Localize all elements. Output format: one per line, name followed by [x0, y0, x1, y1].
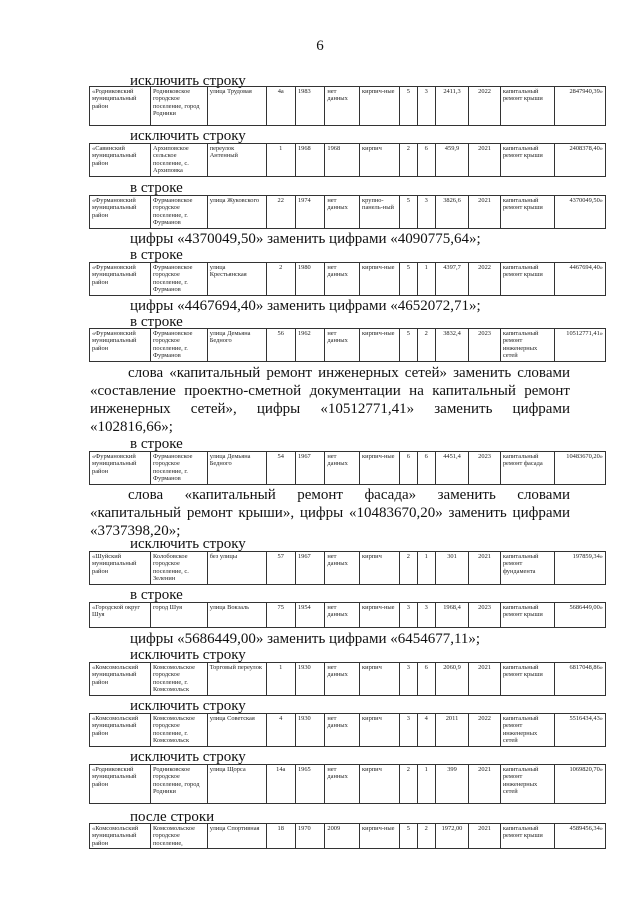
cell-repair-year: нет данных — [325, 329, 360, 362]
cell-work-type: капитальный ремонт крыши — [500, 663, 555, 696]
instruction-exclude-row: исключить строку — [130, 698, 246, 714]
cell-work-year: 2021 — [469, 552, 501, 585]
instruction-in-row: в строке — [130, 180, 183, 196]
cell-material: кирпич — [360, 144, 400, 177]
cell-district: «Фурмановский муниципальный район — [90, 196, 151, 229]
cell-district: «Шуйский муниципальный район — [90, 552, 151, 585]
cell-work-year: 2021 — [469, 196, 501, 229]
cell-cost: 10483670,20» — [555, 452, 606, 485]
cell-floors: 2 — [399, 552, 417, 585]
cell-cost: 5516434,43» — [555, 714, 606, 747]
cell-floors: 2 — [399, 765, 417, 804]
cell-floors: 6 — [399, 452, 417, 485]
cell-settlement: Комсомольское городское поселение, г. Комсомольск — [150, 663, 207, 696]
cell-area: 301 — [435, 552, 469, 585]
cell-floors: 5 — [399, 329, 417, 362]
cell-built-year: 1983 — [295, 87, 324, 126]
cell-work-type: капитальный ремонт крыши — [500, 263, 555, 296]
cell-street: улица Демьяна Бедного — [207, 452, 266, 485]
instruction-exclude-row: исключить строку — [130, 749, 246, 765]
cell-repair-year: нет данных — [325, 765, 360, 804]
cell-work-type: капитальный ремонт фундамента — [500, 552, 555, 585]
cell-repair-year: нет данных — [325, 87, 360, 126]
cell-entrances: 6 — [417, 452, 435, 485]
instruction-exclude-row: исключить строку — [130, 128, 246, 144]
cell-area: 399 — [435, 765, 469, 804]
cell-settlement: Колобовское городское поселение, с. Зеленин — [150, 552, 207, 585]
cell-entrances: 1 — [417, 552, 435, 585]
cell-floors: 5 — [399, 87, 417, 126]
cell-floors: 5 — [399, 263, 417, 296]
cell-entrances: 2 — [417, 824, 435, 849]
cell-street: улица Трудовая — [207, 87, 266, 126]
amendment-paragraph — [90, 486, 570, 540]
cell-area: 2060,9 — [435, 663, 469, 696]
instruction-exclude-row: исключить строку — [130, 73, 246, 89]
cell-floors: 3 — [399, 663, 417, 696]
amendment-paragraph — [90, 364, 570, 436]
instruction-exclude-row: исключить строку — [130, 647, 246, 663]
paragraph-line: инженерных сетей», цифры «10512771,41» заменить цифрами — [90, 401, 570, 417]
paragraph-line: «составление проектно-сметной документации на капитальный ремонт — [90, 383, 570, 399]
table-row — [89, 328, 606, 362]
cell-settlement: Комсомольское городское поселение, г. Комсомольск — [150, 714, 207, 747]
cell-street: улица Демьяна Бедного — [207, 329, 266, 362]
cell-work-type: капитальный ремонт инженерных сетей — [500, 329, 555, 362]
cell-house: 75 — [266, 603, 295, 628]
cell-work-year: 2022 — [469, 263, 501, 296]
cell-work-year: 2023 — [469, 603, 501, 628]
cell-street: улица Жуковского — [207, 196, 266, 229]
cell-entrances: 3 — [417, 603, 435, 628]
cell-material: кирпич-ные — [360, 452, 400, 485]
cell-entrances: 6 — [417, 144, 435, 177]
table-row — [89, 602, 606, 628]
cell-work-type: капитальный ремонт инженерных сетей — [500, 765, 555, 804]
cell-area: 2011 — [435, 714, 469, 747]
cell-floors: 3 — [399, 603, 417, 628]
instruction-in-row: в строке — [130, 587, 183, 603]
cell-repair-year: нет данных — [325, 196, 360, 229]
cell-entrances: 2 — [417, 329, 435, 362]
cell-district: «Комсомольский муниципальный район — [90, 663, 151, 696]
cell-area: 459,9 — [435, 144, 469, 177]
cell-built-year: 1954 — [295, 603, 324, 628]
cell-settlement: Фурмановское городское поселение, г. Фурманов — [150, 263, 207, 296]
table-row — [89, 662, 606, 696]
cell-work-type: капитальный ремонт крыши — [500, 603, 555, 628]
cell-entrances: 1 — [417, 765, 435, 804]
cell-work-year: 2023 — [469, 452, 501, 485]
cell-house: 54 — [266, 452, 295, 485]
cell-work-year: 2021 — [469, 824, 501, 849]
cell-street: улица Советская — [207, 714, 266, 747]
cell-district: «Фурмановский муниципальный район — [90, 329, 151, 362]
cell-repair-year: нет данных — [325, 714, 360, 747]
cell-street: Торговый переулок — [207, 663, 266, 696]
cell-material: кирпич — [360, 552, 400, 585]
cell-material: крупно-панель-ный — [360, 196, 400, 229]
cell-area: 4397,7 — [435, 263, 469, 296]
cell-built-year: 1974 — [295, 196, 324, 229]
cell-work-type: капитальный ремонт крыши — [500, 824, 555, 849]
cell-entrances: 6 — [417, 663, 435, 696]
cell-floors: 2 — [399, 144, 417, 177]
cell-floors: 3 — [399, 714, 417, 747]
cell-repair-year: нет данных — [325, 603, 360, 628]
cell-house: 4а — [266, 87, 295, 126]
cell-street: переулок Антенный — [207, 144, 266, 177]
cell-built-year: 1965 — [295, 765, 324, 804]
cell-repair-year: 2009 — [325, 824, 360, 849]
cell-cost: 4589456,34» — [555, 824, 606, 849]
cell-work-type: капитальный ремонт крыши — [500, 196, 555, 229]
table-row — [89, 262, 606, 296]
cell-entrances: 4 — [417, 714, 435, 747]
cell-house: 1 — [266, 144, 295, 177]
table-row — [89, 86, 606, 126]
cell-settlement: Родниковское городское поселение, город Родники — [150, 87, 207, 126]
cell-work-year: 2021 — [469, 144, 501, 177]
paragraph-line: «3737398,20»; — [90, 523, 181, 539]
cell-entrances: 3 — [417, 196, 435, 229]
instruction-in-row: в строке — [130, 247, 183, 263]
cell-material: кирпич-ные — [360, 603, 400, 628]
cell-work-year: 2022 — [469, 714, 501, 747]
cell-area: 4451,4 — [435, 452, 469, 485]
cell-cost: 2847940,39» — [555, 87, 606, 126]
table-row — [89, 764, 606, 804]
cell-material: кирпич — [360, 714, 400, 747]
cell-house: 14а — [266, 765, 295, 804]
cell-settlement: город Шуя — [150, 603, 207, 628]
cell-material: кирпич-ные — [360, 87, 400, 126]
cell-cost: 5686449,00» — [555, 603, 606, 628]
table-row — [89, 143, 606, 177]
cell-area: 1968,4 — [435, 603, 469, 628]
cell-work-type: капитальный ремонт инженерных сетей — [500, 714, 555, 747]
cell-material: кирпич — [360, 765, 400, 804]
cell-work-year: 2023 — [469, 329, 501, 362]
cell-area: 2411,3 — [435, 87, 469, 126]
cell-street: улица Спортивная — [207, 824, 266, 849]
cell-built-year: 1967 — [295, 452, 324, 485]
cell-work-year: 2022 — [469, 87, 501, 126]
instruction-in-row: в строке — [130, 314, 183, 330]
cell-work-type: капитальный ремонт крыши — [500, 87, 555, 126]
cell-cost: 4370049,50» — [555, 196, 606, 229]
instruction-replace-figures: цифры «4467694,40» заменить цифрами «4652072,71»; — [130, 298, 481, 314]
cell-settlement: Архиповское сельское поселение, с. Архиповка — [150, 144, 207, 177]
cell-built-year: 1970 — [295, 824, 324, 849]
table-row — [89, 551, 606, 585]
cell-street: без улицы — [207, 552, 266, 585]
cell-district: «Городской округ Шуя — [90, 603, 151, 628]
cell-repair-year: 1968 — [325, 144, 360, 177]
cell-settlement: Фурмановское городское поселение, г. Фурманов — [150, 329, 207, 362]
cell-street: улица Крестьянская — [207, 263, 266, 296]
instruction-replace-figures: цифры «5686449,00» заменить цифрами «6454677,11»; — [130, 631, 481, 647]
cell-built-year: 1930 — [295, 663, 324, 696]
instruction-exclude-row: исключить строку — [130, 536, 246, 552]
cell-material: кирпич-ные — [360, 824, 400, 849]
cell-cost: 4467694,40» — [555, 263, 606, 296]
cell-work-year: 2021 — [469, 663, 501, 696]
table-row — [89, 823, 606, 849]
cell-cost: 6817048,86» — [555, 663, 606, 696]
cell-settlement: Фурмановское городское поселение, г. Фурманов — [150, 452, 207, 485]
cell-settlement: Родниковское городское поселение, город Родники — [150, 765, 207, 804]
cell-street: улица Вокзаль — [207, 603, 266, 628]
cell-house: 22 — [266, 196, 295, 229]
cell-material: кирпич — [360, 663, 400, 696]
cell-repair-year: нет данных — [325, 452, 360, 485]
paragraph-line: слова «капитальный ремонт фасада» заменить словами — [128, 487, 570, 503]
cell-district: «Савинский муниципальный район — [90, 144, 151, 177]
instruction-in-row: в строке — [130, 436, 183, 452]
cell-house: 4 — [266, 714, 295, 747]
cell-floors: 5 — [399, 824, 417, 849]
table-row — [89, 713, 606, 747]
cell-work-type: капитальный ремонт фасада — [500, 452, 555, 485]
cell-repair-year: нет данных — [325, 663, 360, 696]
cell-work-type: капитальный ремонт крыши — [500, 144, 555, 177]
cell-district: «Комсомольский муниципальный район — [90, 714, 151, 747]
cell-built-year: 1967 — [295, 552, 324, 585]
cell-material: кирпич-ные — [360, 263, 400, 296]
cell-house: 18 — [266, 824, 295, 849]
cell-district: «Родниковский муниципальный район — [90, 765, 151, 804]
paragraph-line: «102816,66»; — [90, 419, 173, 435]
cell-floors: 5 — [399, 196, 417, 229]
cell-work-year: 2021 — [469, 765, 501, 804]
cell-street: улица Щорса — [207, 765, 266, 804]
cell-built-year: 1980 — [295, 263, 324, 296]
cell-area: 1972,00 — [435, 824, 469, 849]
cell-settlement: Фурмановское городское поселение, г. Фурманов — [150, 196, 207, 229]
cell-entrances: 1 — [417, 263, 435, 296]
cell-settlement: Комсомольское городское поселение, — [150, 824, 207, 849]
page-number: 6 — [316, 38, 324, 54]
cell-repair-year: нет данных — [325, 552, 360, 585]
cell-built-year: 1962 — [295, 329, 324, 362]
cell-district: «Комсомольский муниципальный район — [90, 824, 151, 849]
cell-district: «Родниковский муниципальный район — [90, 87, 151, 126]
paragraph-line: слова «капитальный ремонт инженерных сетей» заменить словами — [128, 365, 570, 381]
cell-repair-year: нет данных — [325, 263, 360, 296]
table-row — [89, 195, 606, 229]
cell-district: «Фурмановский муниципальный район — [90, 452, 151, 485]
cell-district: «Фурмановский муниципальный район — [90, 263, 151, 296]
cell-house: 1 — [266, 663, 295, 696]
cell-built-year: 1968 — [295, 144, 324, 177]
cell-area: 3832,4 — [435, 329, 469, 362]
cell-house: 57 — [266, 552, 295, 585]
paragraph-line: «капитальный ремонт крыши», цифры «10483670,20» заменить цифрами — [90, 505, 570, 521]
cell-cost: 10512771,41» — [555, 329, 606, 362]
cell-house: 2 — [266, 263, 295, 296]
cell-cost: 1069820,70» — [555, 765, 606, 804]
cell-entrances: 3 — [417, 87, 435, 126]
cell-material: кирпич-ные — [360, 329, 400, 362]
cell-area: 3826,6 — [435, 196, 469, 229]
cell-house: 56 — [266, 329, 295, 362]
cell-cost: 197859,34» — [555, 552, 606, 585]
table-row — [89, 451, 606, 485]
cell-cost: 2408378,40» — [555, 144, 606, 177]
instruction-after-row: после строки — [130, 809, 215, 825]
cell-built-year: 1930 — [295, 714, 324, 747]
instruction-replace-figures: цифры «4370049,50» заменить цифрами «4090775,64»; — [130, 231, 481, 247]
